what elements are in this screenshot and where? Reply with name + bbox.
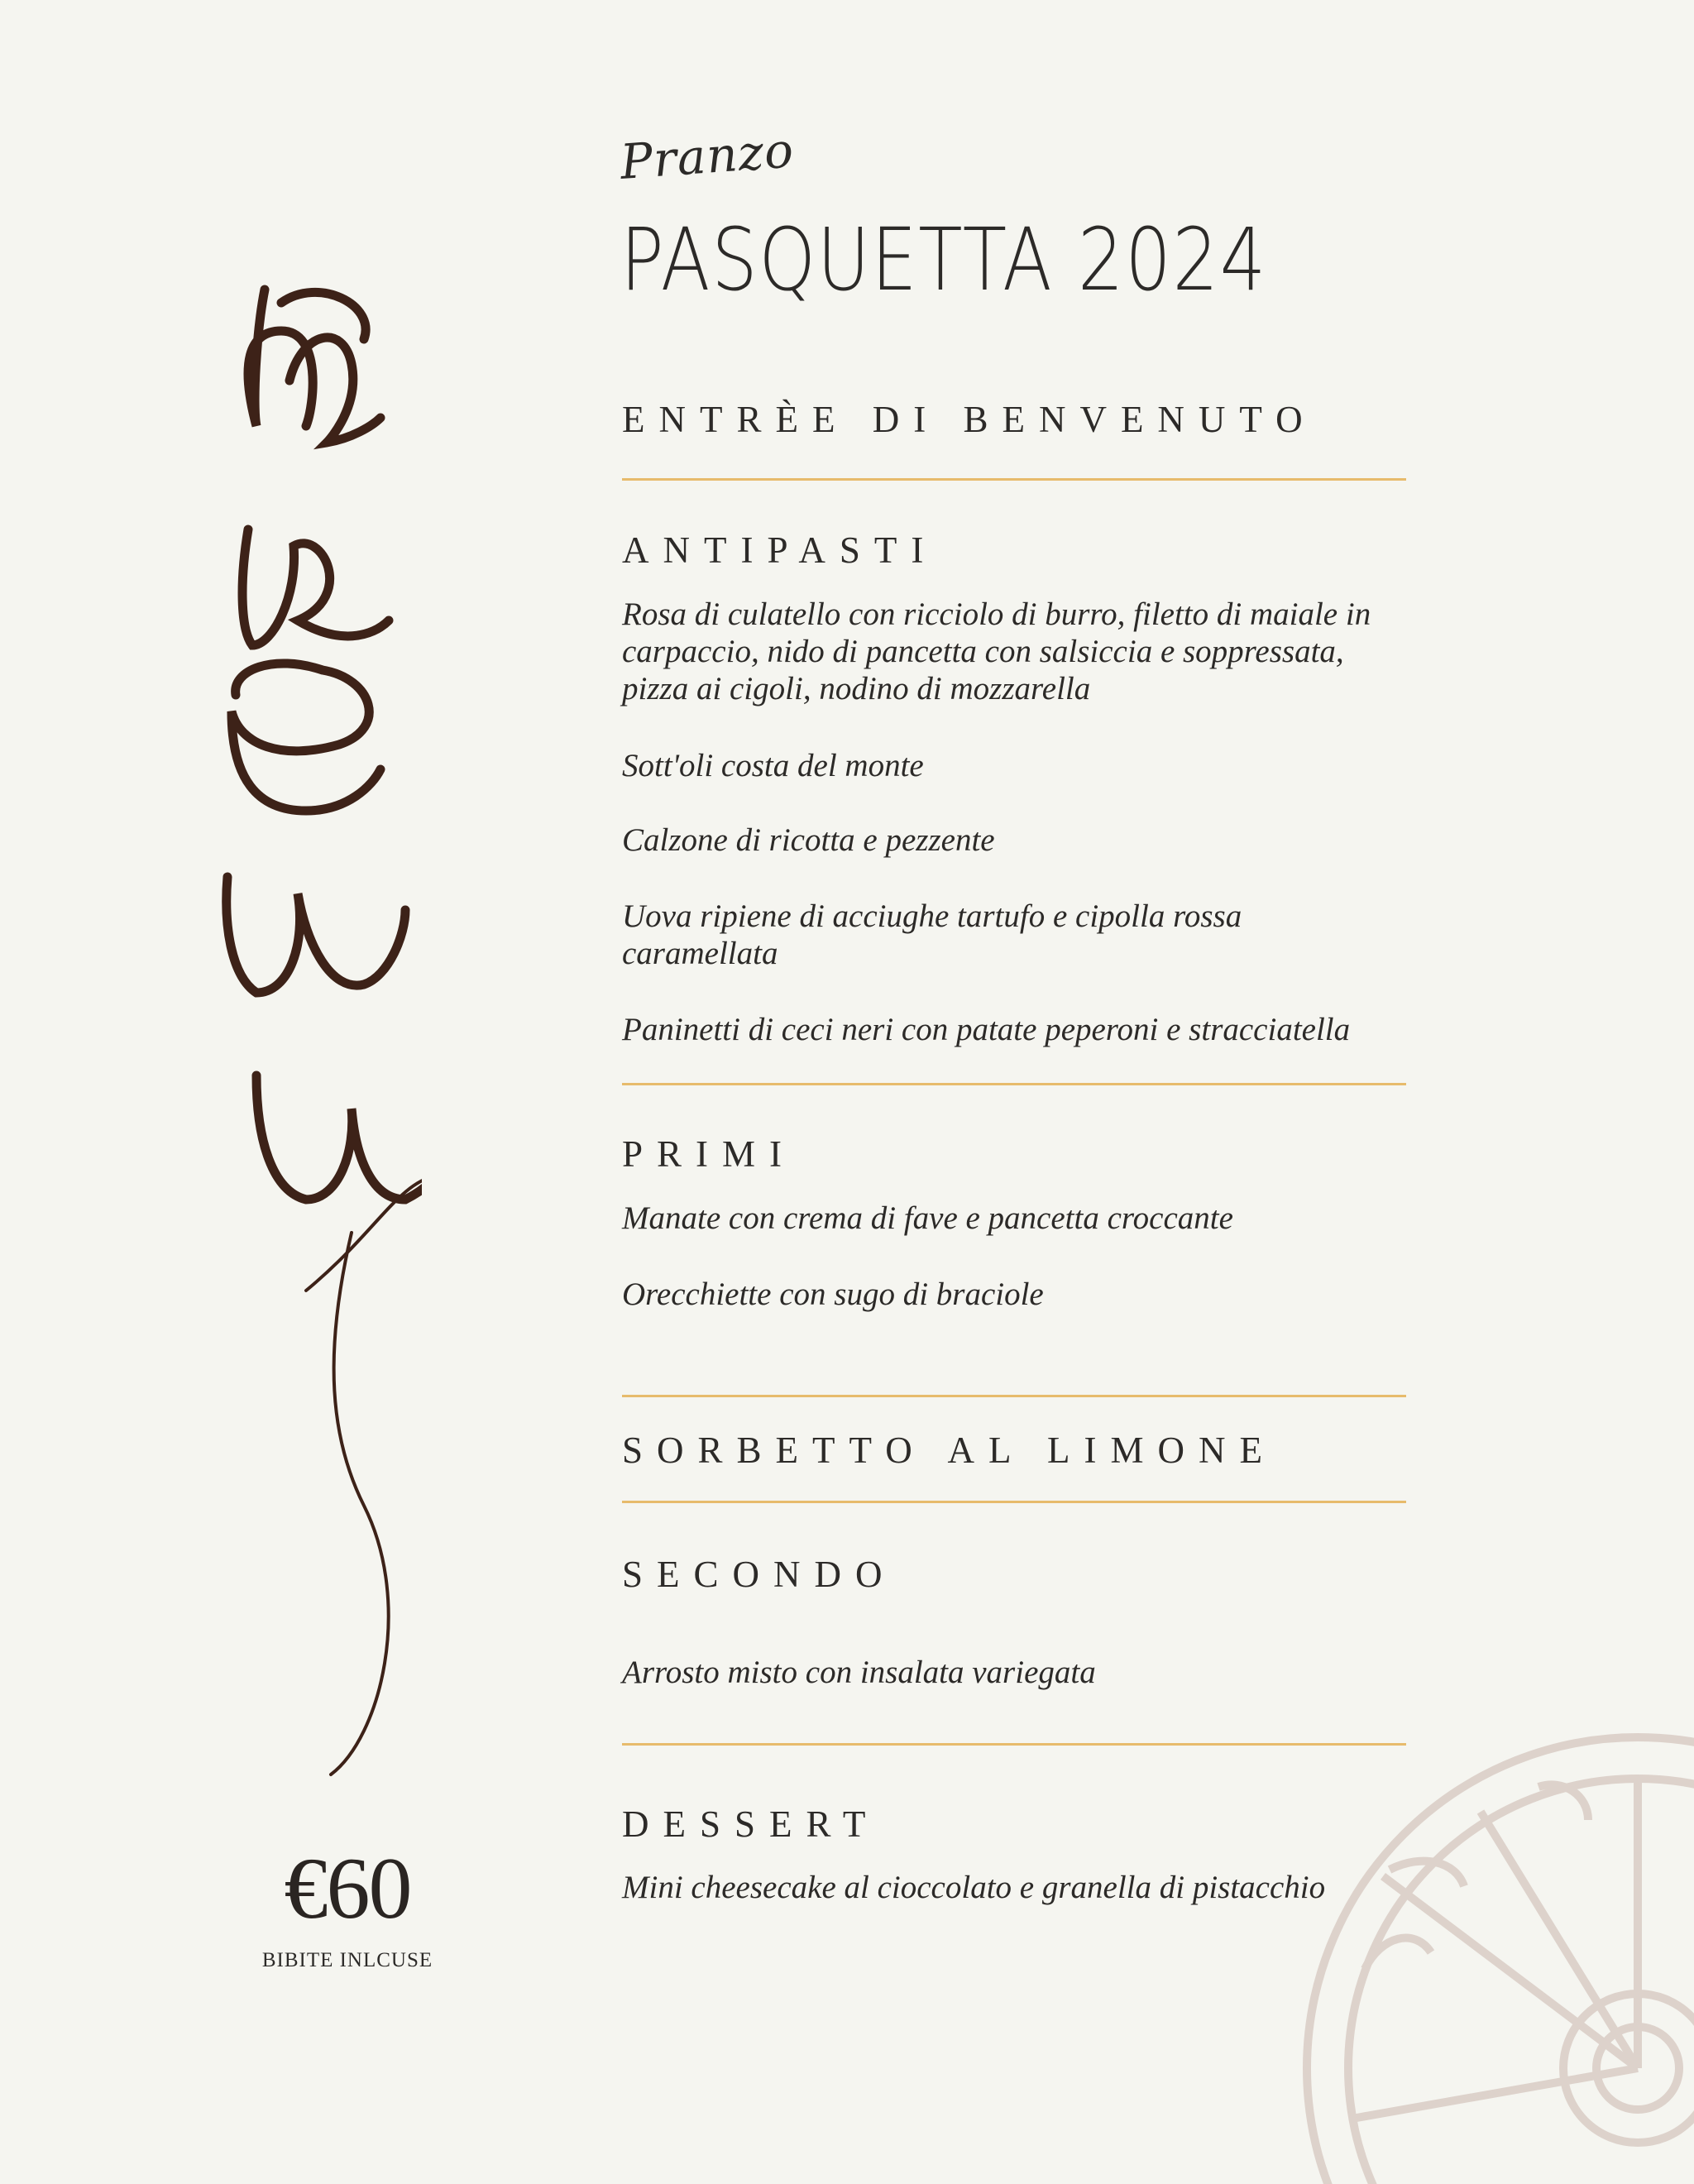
cart-wheel-icon [1290, 1721, 1694, 2184]
section-title-primi: PRIMI [622, 1133, 797, 1175]
list-item: Manate con crema di fave e pancetta croccante [622, 1200, 1233, 1236]
list-item: Mini cheesecake al cioccolato e granella di pistacchio [622, 1870, 1326, 1905]
section-title-dessert: DESSERT [622, 1803, 880, 1845]
section-title-entree: ENTRÈE DI BENVENUTO [622, 399, 1317, 440]
price-note: BIBITE INLCUSE [261, 1949, 433, 1971]
list-item: Uova ripiene di acciughe tartufo e cipolla rossa caramellata [622, 898, 1242, 971]
divider [622, 1501, 1406, 1503]
menu-script-icon [207, 281, 422, 1803]
divider [622, 478, 1406, 481]
price: €60 [284, 1840, 411, 1937]
list-item: Calzone di ricotta e pezzente [622, 822, 995, 858]
section-title-antipasti: ANTIPASTI [622, 529, 938, 571]
list-item: Orecchiette con sugo di braciole [622, 1276, 1044, 1312]
divider [622, 1743, 1406, 1746]
list-item: Arrosto misto con insalata variegata [622, 1655, 1096, 1690]
section-title-secondo: SECONDO [622, 1554, 897, 1595]
page-title: PASQUETTA 2024 [620, 209, 1268, 310]
divider [622, 1083, 1406, 1085]
list-item: Sott'oli costa del monte [622, 748, 924, 783]
section-title-sorbetto: SORBETTO AL LIMONE [622, 1430, 1277, 1471]
list-item: Rosa di culatello con ricciolo di burro, filetto di maiale in carpaccio, nido di pancetta con salsiccia e soppressata, pizza ai cigoli, nodino di mozzarella [622, 596, 1371, 706]
header-subtitle: Pranzo [618, 122, 797, 190]
list-item: Paninetti di ceci neri con patate peperoni e stracciatella [622, 1012, 1351, 1047]
price-block [240, 1840, 455, 1972]
divider [622, 1395, 1406, 1397]
